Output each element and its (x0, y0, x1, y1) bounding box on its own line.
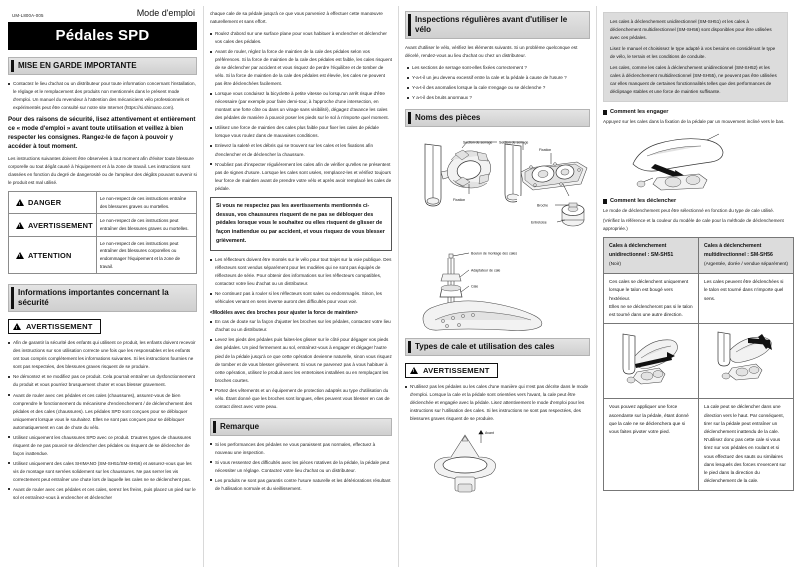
pedal-parts-diagram (405, 132, 590, 244)
list-item: Levez les pieds des pédales puis faites-les glisser sur le côté pour dégager vos pieds des pédales. Un pied fermement au sol, entraînez-vous à engager et dégager l'autre pied de la pédale jusqu'à ce que cette opération devienne naturelle, sinon vous risquez de tomber et de vous blesser grièvement. Si vous ne parvenez pas à vous habituer à cette opération, utilisez le produit avec les entretoises installées ou en remplaçant les broches courtes. (210, 336, 392, 384)
cleat-compat-para-2: Lisez le manuel et choisissez le type adapté à vos besoins en considérant le type de vélo, le terrain et les conditions de conduite. (610, 46, 776, 60)
list-item: Portez des vêtements et un équipement de protection adaptés au type d'utilisation du vélo. Étant donné que les broches sont longues, elles peuvent vous blesser en cas de contact direct avec votre peau. (210, 387, 392, 411)
warning-triangle-icon (410, 367, 418, 374)
label-cleat-bolt: Boulon de montage des cales (471, 251, 518, 256)
list-item: Y-a-t-il des anomalies lorsque la cale s'engage ou se déclenche ? (407, 84, 590, 92)
list-item: Avant de rouler avec ces pédales et ces cales (chaussures), assurez-vous de bien comprendre le fonctionnement du mécanisme d'enclenchement / de déclenchement des pédales et des cales (chaussures). Les pédales SPD sont conçues pour se débloquer uniquement lorsque vous le souhaitez. Elles ne sont pas conçues pour se débloquer automatiquement en cas de chute du vélo. (8, 392, 197, 432)
emphasis-warning-box (210, 197, 392, 252)
cleat-warning-list (405, 383, 590, 423)
warning-triangle-icon (16, 199, 24, 206)
engage-diagram (603, 130, 788, 192)
cleat-type-b-header (699, 238, 794, 274)
cleat-type-b-note-2: N'utilisez donc pas cette cale si vous tirez sur vos pédales en roulant et si vous effectuez des sauts ou similaires dans lesquels des forces s'exercent sur le pied dans la direction du déclenchement de la cale. (704, 437, 786, 484)
warning-level-description: Le non-respect de ces instructions peut entraîner des blessures corporelles ou endommager l'équipement et la zone de travail. (96, 236, 196, 274)
list-item: Utilisez une force de maintien des cales plus faible pour fixer les cales de pédale lorsque vous roulez dans de mauvaises conditions. (210, 124, 392, 140)
inspection-checklist (405, 64, 590, 102)
list-item: Ne démontez et ne modifiez pas ce produit. Cela pourrait entraîner un dysfonctionnement du produit et vous pourriez brusquement chuter et vous blesser gravement. (8, 373, 197, 389)
cleat-type-a-figure (604, 324, 699, 399)
pins-bullet-list (210, 318, 392, 410)
column-3 (398, 6, 596, 567)
cleat-type-a-subtitle: (Noir) (609, 262, 621, 268)
warning-level-label: ATTENTION (28, 250, 72, 260)
cleat-type-a-desc-cell (604, 274, 699, 324)
manual-type-label: Mode d'emploi (136, 8, 195, 18)
cleat-type-a-header (604, 238, 699, 274)
column-2 (203, 6, 398, 567)
cleat-type-a-desc-1: Ces cales se déclenchent uniquement lorsque le talon est bougé vers l'extérieur. (609, 279, 689, 301)
section-header-important-warning: MISE EN GARDE IMPORTANTE (8, 57, 197, 75)
table-row (9, 214, 197, 236)
cleat-type-a-note-cell (604, 399, 699, 490)
list-item: Afin de garantir la sécurité des enfants qui utilisent ce produit, les enfants doivent recevoir des instructions sur son utilisation correcte une fois que les responsables et les enfants ont tous compris complètement les informations suivantes. Si les instructions fournies ne sont pas respectées, des blessures graves risquent de se produire. (8, 339, 197, 371)
table-row (9, 236, 197, 274)
list-item: Avant de rouler, réglez la force de maintien de la cale des pédales selon vos préférences. Si la force de maintien de la cale des pédales est faible, les cales risquent de se déclencher par accident et vous risquez de perdre l'équilibre et de tomber de vélo. Si la force de maintien de la cale des pédales est élevée, les cales ne peuvent pas être déclenchées facilement. (210, 48, 392, 88)
cleat-type-b-figure (699, 324, 794, 399)
list-item: Si vous ressentez des difficultés avec les pièces rotatives de la pédale, la pédale peut nécessiter un réglage. Contactez votre lieu d'achat ou un distributeur. (210, 459, 392, 475)
intro-bullet-list (8, 80, 197, 112)
warning-levels-table (8, 191, 197, 274)
cleat-type-b-title: Cales à déclenchement multidirectionnel : SM-SH56 (704, 243, 773, 259)
cleat-compat-para-1: Les cales à déclenchement unidirectionnel (SM-SH51) et les cales à déclenchement multidirectionnel (SM-SH56) sont disponibles pour être utilisées avec ces pédales. (610, 19, 772, 41)
label-pin: Broche (537, 203, 549, 208)
list-item: Ne continuez pas à rouler si les réflecteurs sont sales ou endommagés. Sinon, les véhicules venant en sens inverse auront des difficultés pour vous voir. (210, 290, 392, 306)
table-row (604, 399, 794, 490)
list-item: Y-a-t-il un jeu devenu excessif entre la cale et la pédale à cause de l'usure ? (407, 74, 590, 82)
cleat-orientation-diagram (405, 427, 590, 499)
release-instructions: Le mode de déclenchement peut être sélectionné en fonction du type de cale utilisé. (603, 208, 775, 214)
label-cleat: Cale (471, 284, 479, 289)
cleat-type-a-title: Cales à déclenchement unidirectionnel : SM-SH51 (609, 243, 674, 259)
warning-triangle-icon (13, 323, 21, 330)
section-header-regular-inspections: Inspections régulières avant d'utiliser le vélo (405, 11, 590, 39)
list-item: Lorsque vous conduisez la bicyclette à petite vitesse ou lorsqu'un arrêt risque d'être nécessaire (par exemple pour faire demi-tour, à l'approche d'une intersection, en montant une forte côte ou dans un virage sans visibilité), dégagez d'avance les cales des pédales de manière à pouvoir poser les pieds sur le sol à n'importe quel moment. (210, 90, 392, 122)
warning-triangle-icon (16, 252, 24, 259)
column-1 (8, 6, 203, 567)
safety-bullet-list-continued (210, 30, 392, 193)
column-layout (8, 6, 794, 567)
cleat-types-table (603, 237, 794, 490)
label-spacer: Entretoise (531, 220, 547, 225)
list-item: Si les performances des pédales ne vous paraissent pas normales, effectuez à nouveau une inspection. (210, 441, 392, 457)
section-header-part-names: Noms des pièces (405, 109, 590, 127)
table-row (604, 238, 794, 274)
cleat-type-b-desc-1: Les cales peuvent être déclenchées si le talon est tourné dans n'importe quel sens. (704, 279, 784, 301)
column-4 (596, 6, 794, 567)
label-fixation-left: Fixation (453, 198, 466, 203)
warning-level-label: DANGER (28, 198, 62, 208)
avertissement-label: AVERTISSEMENT (26, 322, 93, 332)
warning-level-label: AVERTISSEMENT (28, 220, 93, 230)
list-item: Avant de rouler avec ces pédales et ces cales, serrez les freins, puis placez un pied sur le sol et entraînez-vous à enclencher et déclencher (8, 486, 197, 502)
list-item: En cas de doute sur la façon d'ajuster les broches sur les pédales, contactez votre lieu d'achat ou un distributeur. (210, 318, 392, 334)
label-cleat-adapter: Adaptateur de cale (471, 268, 501, 273)
release-note: (Vérifiez la référence et la couleur du modèle de cale pour la méthode de déclenchement appropriée.) (603, 218, 784, 232)
avertissement-badge (8, 319, 101, 334)
inspection-intro: Avant d'utiliser le vélo, vérifiez les éléments suivants. Si un problème quelconque est décelé, rendez-vous au lieu d'achat ou chez un distributeur. (405, 45, 578, 59)
warning-level-cell (9, 214, 97, 236)
cleat-type-b-note-cell (699, 399, 794, 490)
table-row (604, 324, 794, 399)
remark-bullet-list (210, 441, 392, 493)
classification-intro: Les instructions suivantes doivent être observées à tout moment afin d'éviter toute blessure corporelle ou tout dégât causé à l'équipement et à la zone de travail. Les instructions sont classées en fonction du degré de dangerosité ou de l'ampleur des dégâts pouvant survenir si le produit est mal utilisé. (8, 156, 197, 186)
subheading-how-to-release: Comment les déclencher (603, 198, 788, 204)
table-row (604, 274, 794, 324)
section-header-cleat-types: Types de cale et utilisation des cales (405, 338, 590, 356)
list-item: N'oubliez pas d'inspecter régulièrement les cales afin de vérifier qu'elles ne présentent pas de signes d'usure. Lorsque les cales sont usées, remplacez-les et vérifiez toujours leur force de maintien avant de prendre votre vélo et après avoir remplacé les cales de pédale. (210, 161, 392, 193)
cleat-type-b-desc-cell (699, 274, 794, 324)
section-header-remark: Remarque (210, 418, 392, 436)
list-item: Y a-t-il des bruits anormaux ? (407, 94, 590, 102)
avertissement-label: AVERTISSEMENT (423, 366, 490, 376)
safety-bullet-list (8, 339, 197, 502)
reflector-bullet-list (210, 256, 392, 306)
warning-level-description: Le non-respect de ces instructions entraîne des blessures graves ou mortelles. (96, 192, 196, 214)
document-code: UM-L800A-005 (12, 13, 44, 18)
models-with-pins-heading: <Modèles avec des broches pour ajuster la force de maintien> (209, 310, 358, 317)
list-item: Les réflecteurs doivent être montés sur le vélo pour tout trajet sur la voie publique. Des réflecteurs sont vendus séparément pour les modèles qui ne sont pas équipés de réflecteurs de série. Pour obtenir des informations sur les réflecteurs compatibles, contactez votre lieu d'achat ou un distributeur. (210, 256, 392, 288)
shoe-cleat-diagram (405, 248, 590, 332)
continued-text: chaque cale de sa pédale jusqu'à ce que vous parveniez à effectuer cette manœuvre naturellement et sans effort. (209, 11, 383, 25)
cleat-type-b-subtitle: (Argentée, dorée / vendue séparément) (704, 262, 788, 268)
engage-instructions: Appuyez sur les cales dans la fixation de la pédale par un mouvement incliné vers le bas. (603, 119, 785, 125)
list-item: Roulez d'abord sur une surface plane pour vous habituer à enclencher et déclencher vos cales des pédales. (210, 30, 392, 46)
label-clamp-right: Section de serrage (463, 140, 493, 145)
list-item: Contactez le lieu d'achat ou un distributeur pour toute information concernant l'installation, le réglage et le remplacement des produits non mentionnés dans le présent mode d'emploi. Un manuel du revendeur à l'attention des mécaniciens vélo professionnels et expérimentés peut être consulté sur notre site Internet (https://si.shimano.com). (8, 80, 197, 112)
list-item: N'utilisez pas les pédales ou les cales d'une manière qui n'est pas décrite dans le mode d'emploi. Lorsque la cale et la pédale sont orientées vers l'avant, la cale peut être déclenchée et engagée avec la pédale. Lisez attentivement le mode d'emploi pour les instructions sur l'utilisation des cales. Si les instructions ne sont pas respectées, des blessures graves risquent de se produire. (405, 383, 590, 423)
list-item: Utilisez uniquement des cales SHIMANO (SM-SH51/SM-SH56) et assurez-vous que les vis de montage sont serrées solidement sur les chaussures. Ne pas serrer les vis correctement peut entraîner une chute lors de laquelle les cales ne se déclenchent pas. (8, 460, 197, 484)
subheading-how-to-engage: Comment les engager (603, 109, 788, 115)
warning-level-cell (9, 192, 97, 214)
emphasis-warning-text: Si vous ne respectez pas les avertissements mentionnés ci-dessus, vos chaussures risquent de ne pas se débloquer des pédales lorsque vous le souhaitez ou elles risquent de glisser de façon inattendue ou par accident, et vous risquez de vous blesser grièvement. (215, 202, 385, 245)
warning-triangle-icon (16, 222, 24, 229)
warning-level-description: Le non-respect de ces instructions peut entraîner des blessures graves ou mortelles. (96, 214, 196, 236)
safety-read-notice: Pour des raisons de sécurité, lisez attentivement et entièrement ce « mode d'emploi » avant toute utilisation et veillez à bien respecter les consignes. Rangez-le de façon à pouvoir y accéder à tout moment. (8, 116, 196, 151)
section-header-safety-information: Informations importantes concernant la sécurité (8, 284, 197, 312)
label-front: Avant (485, 431, 494, 436)
avertissement-badge-cleats (405, 363, 498, 378)
page-title: Pédales SPD (8, 22, 197, 50)
cleat-type-a-desc-2: Elles ne se déclencheront pas si le talon est tourné dans une autre direction. (609, 303, 693, 318)
cleat-type-a-note: Vous pouvez appliquer une force ascendante sur la pédale, étant donné que la cale ne se déclenchera que si vous faites pivoter votre pied. (609, 404, 689, 434)
label-fixation-right: Fixation (539, 148, 552, 153)
warning-level-cell (9, 236, 97, 274)
masthead (8, 6, 197, 21)
list-item: Les sections de serrage sont-elles fixées correctement ? (407, 64, 590, 72)
label-clamp-left: Section de serrage (499, 140, 529, 145)
cleat-compatibility-box (603, 12, 788, 102)
cleat-type-b-note-1: La cale peut se déclencher dans une direction vers le haut. Par conséquent, tirer sur la pédale peut entraîner un déclenchement inattendu de la cale. (704, 404, 784, 434)
list-item: Les produits ne sont pas garantis contre l'usure naturelle et les détériorations résultant de l'utilisation normale et du vieillissement. (210, 477, 392, 493)
table-row (9, 192, 197, 214)
list-item: Enlevez la saleté et les débris qui se trouvent sur les cales et les fixations afin d'enclencher et de déclencher la chaussure. (210, 142, 392, 158)
list-item: Utilisez uniquement les chaussures SPD avec ce produit. D'autres types de chaussures risquent de ne pas pouvoir se déclencher des pédales ou risquent de se déclencher de façon inattendue. (8, 434, 197, 458)
cleat-compat-para-3: Les cales, comme les cales à déclenchement unidirectionnel (SM-SH52) et les cales à déclenchement multidirectionnel (SM-SH55), ne peuvent pas être utilisées car elles manquent de certaines fonctionnalités telles que des performances de déclipsage stables et une force de maintien suffisante. (610, 65, 777, 95)
